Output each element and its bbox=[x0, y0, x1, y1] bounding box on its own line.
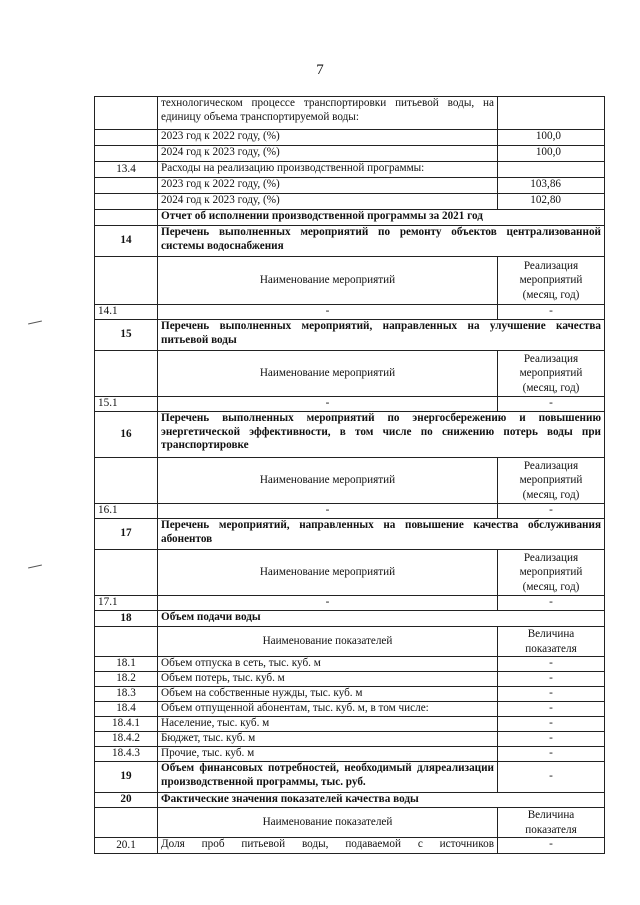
column-header-realization: Реализация мероприятий (месяц, год) bbox=[498, 351, 605, 397]
section-number: 20 bbox=[95, 793, 158, 808]
indicator-value: - bbox=[498, 717, 605, 732]
num-cell bbox=[95, 550, 158, 596]
table-row bbox=[95, 351, 605, 397]
table-row bbox=[95, 412, 605, 458]
indicator-value: - bbox=[498, 657, 605, 672]
section-heading: Объем подачи воды bbox=[158, 611, 605, 627]
column-header-realization: Реализация мероприятий (месяц, год) bbox=[498, 257, 605, 305]
section-heading: Перечень мероприятий, направленных на повышение качества обслуживания абонентов bbox=[158, 519, 605, 550]
table-row bbox=[95, 210, 605, 226]
table-row bbox=[95, 504, 605, 519]
section-number: 19 bbox=[95, 762, 158, 793]
num-cell bbox=[95, 146, 158, 162]
table-row bbox=[95, 596, 605, 611]
row-text: Расходы на реализацию производственной программы: bbox=[158, 162, 498, 178]
column-header-indicator: Наименование показателей bbox=[158, 808, 498, 838]
year-value: 102,80 bbox=[498, 194, 605, 210]
year-label: 2023 год к 2022 году, (%) bbox=[158, 178, 498, 194]
value-cell bbox=[498, 97, 605, 130]
table-row bbox=[95, 458, 605, 504]
indicator-value: - bbox=[498, 702, 605, 717]
year-value: 103,86 bbox=[498, 178, 605, 194]
year-label: 2024 год к 2023 году, (%) bbox=[158, 146, 498, 162]
table-row bbox=[95, 97, 605, 130]
num-cell bbox=[95, 194, 158, 210]
measure-value: - bbox=[498, 397, 605, 412]
table-row bbox=[95, 550, 605, 596]
year-value: 100,0 bbox=[498, 130, 605, 146]
num-cell bbox=[95, 627, 158, 657]
measure-value: - bbox=[498, 596, 605, 611]
table-row bbox=[95, 146, 605, 162]
section-number: 16 bbox=[95, 412, 158, 458]
num-cell bbox=[95, 210, 158, 226]
row-number: 18.4.1 bbox=[95, 717, 158, 732]
section-number: 17 bbox=[95, 519, 158, 550]
margin-mark-top bbox=[28, 321, 42, 325]
section-heading: Объем финансовых потребностей, необходимый дляреализации производственной программы, тыс. руб. bbox=[158, 762, 498, 793]
table-row bbox=[95, 657, 605, 672]
column-header-realization: Реализация мероприятий (месяц, год) bbox=[498, 550, 605, 596]
table-row bbox=[95, 130, 605, 146]
column-header-indicator: Наименование показателей bbox=[158, 627, 498, 657]
column-header-value: Величина показателя bbox=[498, 808, 605, 838]
row-number: 16.1 bbox=[95, 504, 158, 519]
table-row bbox=[95, 793, 605, 808]
year-label: 2023 год к 2022 году, (%) bbox=[158, 130, 498, 146]
indicator-value: - bbox=[498, 732, 605, 747]
report-heading: Отчет об исполнении производственной программы за 2021 год bbox=[158, 210, 605, 226]
table-row bbox=[95, 687, 605, 702]
table-row bbox=[95, 611, 605, 627]
num-cell bbox=[95, 97, 158, 130]
table-row bbox=[95, 178, 605, 194]
column-header-realization: Реализация мероприятий (месяц, год) bbox=[498, 458, 605, 504]
year-label: 2024 год к 2023 году, (%) bbox=[158, 194, 498, 210]
column-header-measure: Наименование мероприятий bbox=[158, 550, 498, 596]
column-header-measure: Наименование мероприятий bbox=[158, 458, 498, 504]
indicator-value: - bbox=[498, 687, 605, 702]
num-cell bbox=[95, 130, 158, 146]
table-row bbox=[95, 162, 605, 178]
section-heading: Перечень выполненных мероприятий, направленных на улучшение качества питьевой воды bbox=[158, 320, 605, 351]
indicator-name: Прочие, тыс. куб. м bbox=[158, 747, 498, 762]
table-row bbox=[95, 672, 605, 687]
row-number: 14.1 bbox=[95, 305, 158, 320]
table-row bbox=[95, 762, 605, 793]
text-cell: технологическом процессе транспортировки питьевой воды, на единицу объема транспортируемой воды: bbox=[158, 97, 498, 130]
row-number: 18.4.2 bbox=[95, 732, 158, 747]
table-row bbox=[95, 194, 605, 210]
indicator-value: - bbox=[498, 838, 605, 854]
section-heading: Перечень выполненных мероприятий по энергосбережению и повышению энергетической эффективности, в том числе по снижению потерь воды при транспортировке bbox=[158, 412, 605, 458]
num-cell bbox=[95, 178, 158, 194]
program-report-table bbox=[94, 96, 605, 854]
section-number: 15 bbox=[95, 320, 158, 351]
num-cell bbox=[95, 458, 158, 504]
financial-value: - bbox=[498, 762, 605, 793]
section-heading: Перечень выполненных мероприятий по ремонту объектов централизованной системы водоснабжения bbox=[158, 226, 605, 257]
value-cell bbox=[498, 162, 605, 178]
section-number: 18 bbox=[95, 611, 158, 627]
measure-name: - bbox=[158, 504, 498, 519]
table-row bbox=[95, 519, 605, 550]
indicator-name: Объем отпуска в сеть, тыс. куб. м bbox=[158, 657, 498, 672]
table-row bbox=[95, 226, 605, 257]
num-cell bbox=[95, 808, 158, 838]
column-header-measure: Наименование мероприятий bbox=[158, 351, 498, 397]
indicator-name: Объем отпущенной абонентам, тыс. куб. м, в том числе: bbox=[158, 702, 498, 717]
num-cell bbox=[95, 351, 158, 397]
section-heading: Фактические значения показателей качества воды bbox=[158, 793, 605, 808]
row-number: 18.1 bbox=[95, 657, 158, 672]
table-row bbox=[95, 305, 605, 320]
measure-value: - bbox=[498, 504, 605, 519]
indicator-value: - bbox=[498, 747, 605, 762]
indicator-name: Население, тыс. куб. м bbox=[158, 717, 498, 732]
row-number: 18.2 bbox=[95, 672, 158, 687]
row-number: 20.1 bbox=[95, 838, 158, 854]
row-number: 18.4 bbox=[95, 702, 158, 717]
section-number: 14 bbox=[95, 226, 158, 257]
num-cell bbox=[95, 257, 158, 305]
row-number: 18.3 bbox=[95, 687, 158, 702]
table-row bbox=[95, 397, 605, 412]
indicator-name: Объем на собственные нужды, тыс. куб. м bbox=[158, 687, 498, 702]
indicator-name: Объем потерь, тыс. куб. м bbox=[158, 672, 498, 687]
row-number: 13.4 bbox=[95, 162, 158, 178]
page-number: 7 bbox=[316, 62, 324, 78]
row-number: 17.1 bbox=[95, 596, 158, 611]
column-header-value: Величина показателя bbox=[498, 627, 605, 657]
indicator-value: - bbox=[498, 672, 605, 687]
measure-name: - bbox=[158, 596, 498, 611]
table-row bbox=[95, 838, 605, 854]
measure-name: - bbox=[158, 397, 498, 412]
margin-mark-bottom bbox=[28, 565, 42, 569]
row-number: 15.1 bbox=[95, 397, 158, 412]
measure-name: - bbox=[158, 305, 498, 320]
column-header-measure: Наименование мероприятий bbox=[158, 257, 498, 305]
year-value: 100,0 bbox=[498, 146, 605, 162]
table-row bbox=[95, 808, 605, 838]
table-row bbox=[95, 257, 605, 305]
row-number: 18.4.3 bbox=[95, 747, 158, 762]
indicator-name: Доля проб питьевой воды, подаваемой с источников bbox=[158, 838, 498, 854]
table-row bbox=[95, 627, 605, 657]
table-row bbox=[95, 320, 605, 351]
table-row bbox=[95, 747, 605, 762]
table-row bbox=[95, 702, 605, 717]
table-row bbox=[95, 717, 605, 732]
indicator-name: Бюджет, тыс. куб. м bbox=[158, 732, 498, 747]
table-row bbox=[95, 732, 605, 747]
measure-value: - bbox=[498, 305, 605, 320]
